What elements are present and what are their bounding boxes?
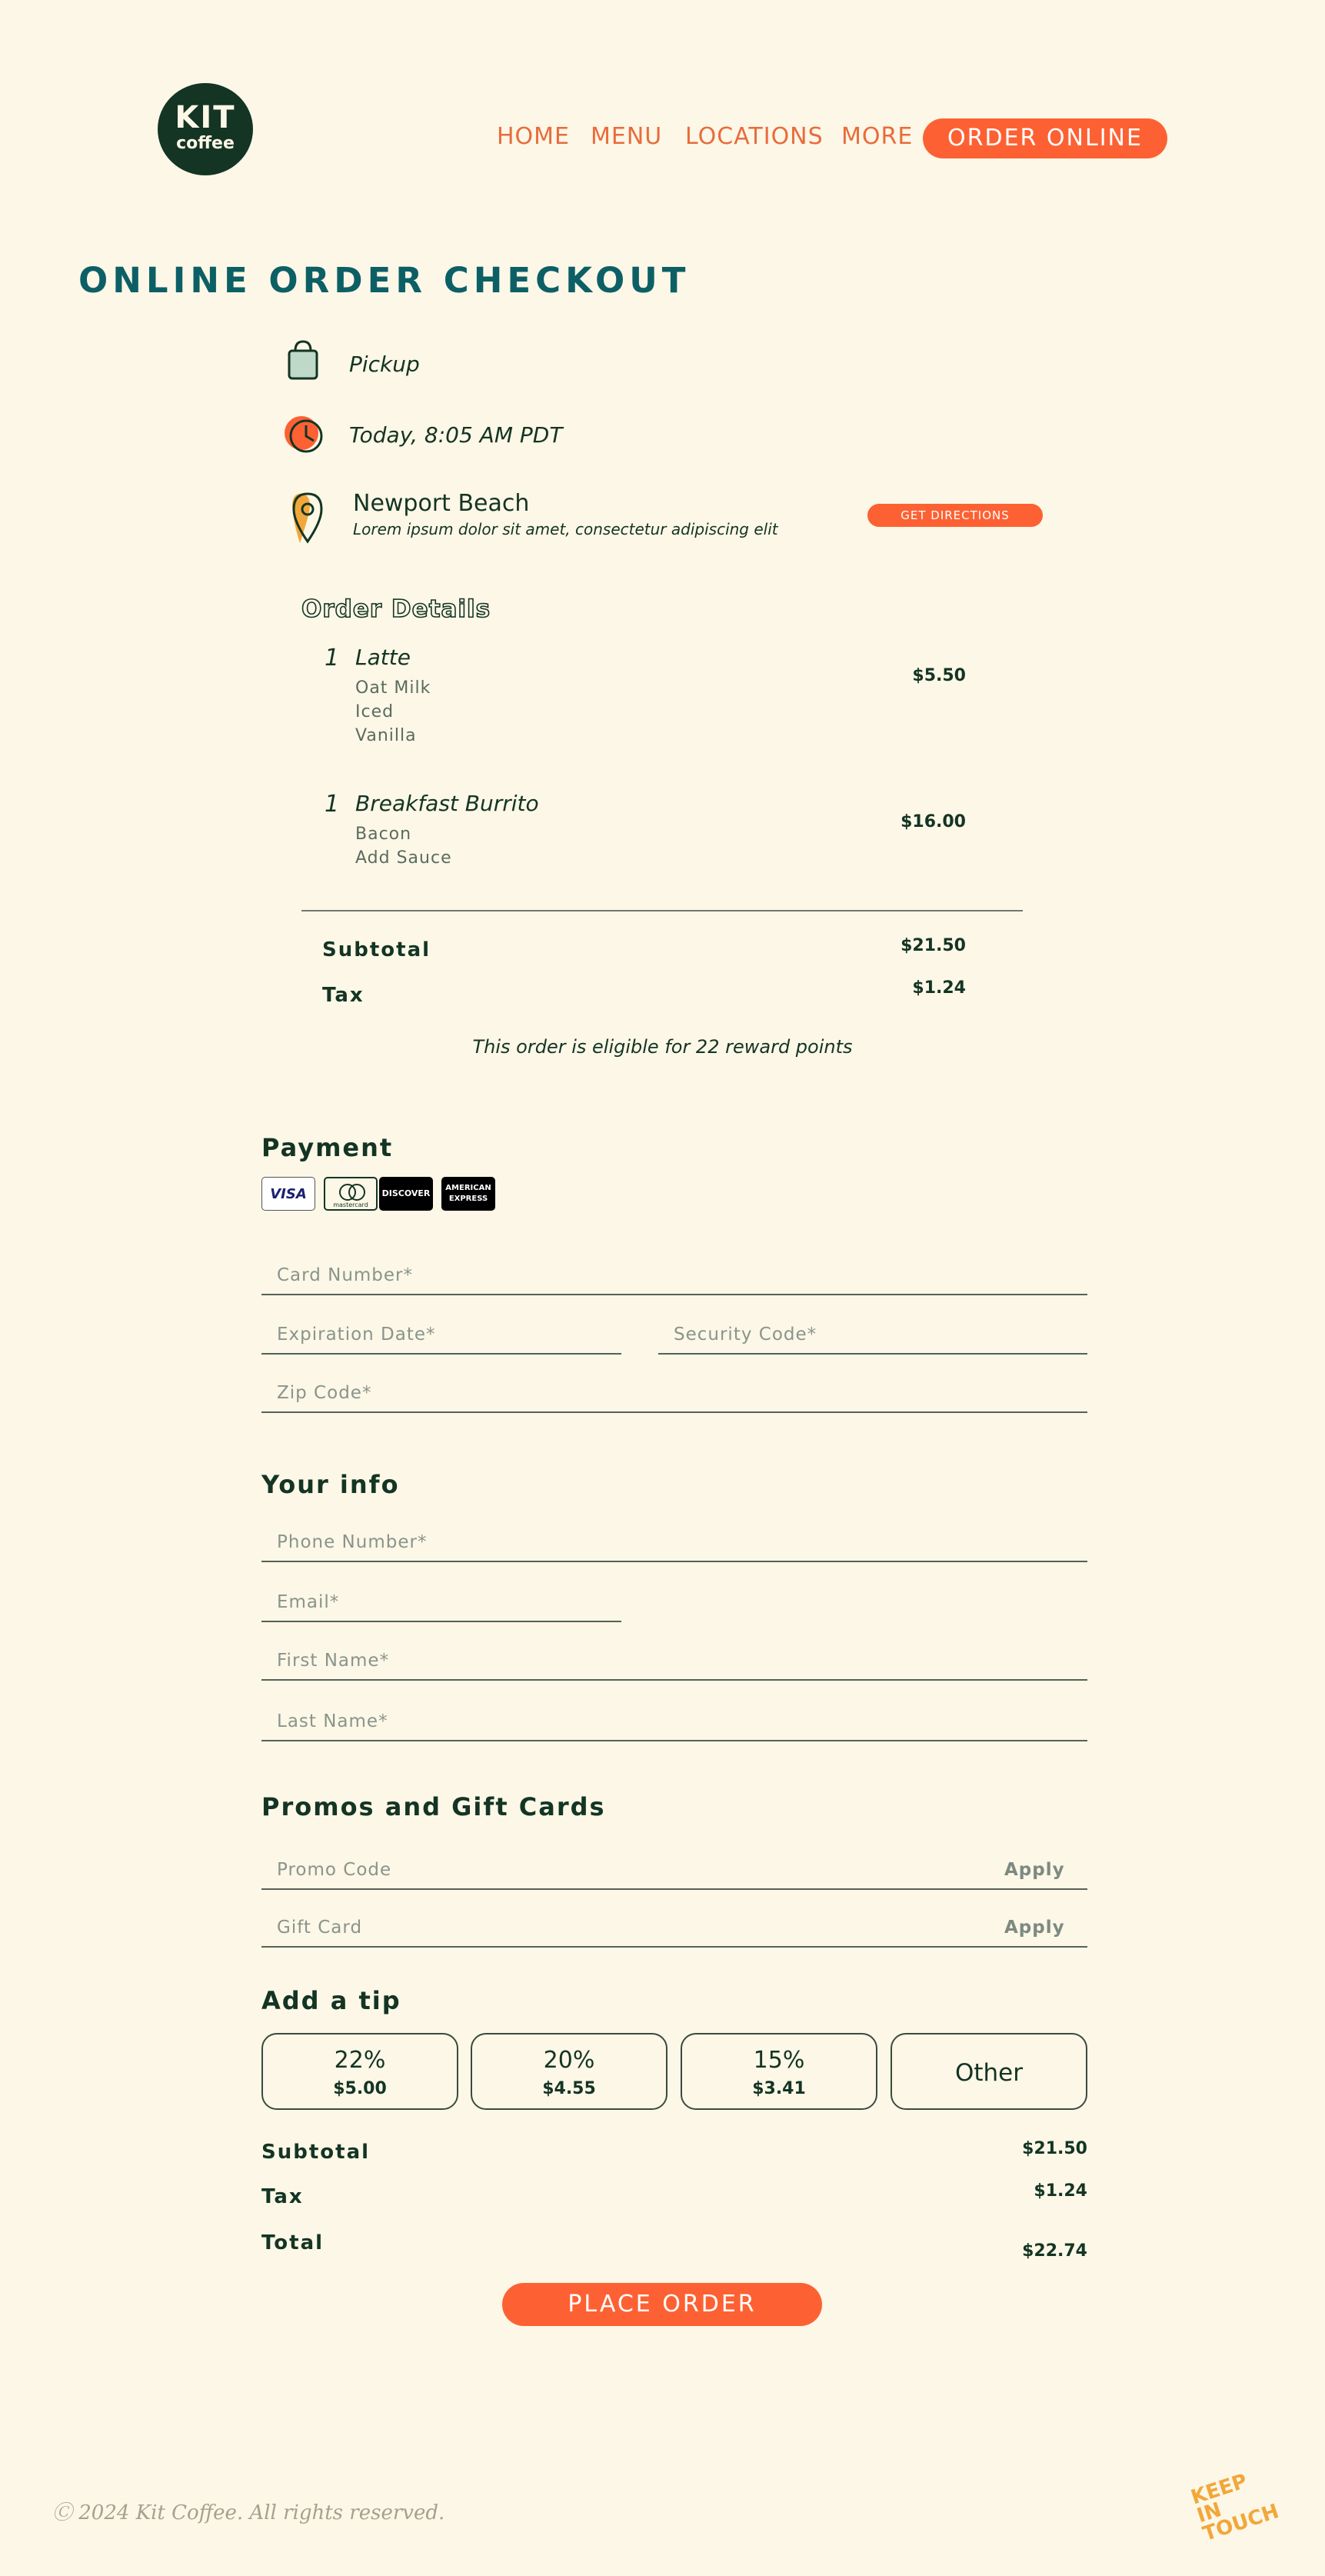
item-price: $5.50 <box>912 666 966 685</box>
total-value: $22.74 <box>1022 2241 1087 2261</box>
logo-line-2: coffee <box>176 134 235 153</box>
subtotal-value: $21.50 <box>901 936 966 955</box>
promo-code-input[interactable] <box>261 1851 1087 1890</box>
phone-number-input[interactable] <box>261 1524 1087 1562</box>
item-modifier: Bacon <box>355 825 412 844</box>
promos-heading: Promos and Gift Cards <box>261 1792 606 1821</box>
tip-amount: $4.55 <box>542 2079 596 2098</box>
email-input[interactable] <box>261 1584 621 1622</box>
apply-promo-button[interactable]: Apply <box>1004 1860 1065 1880</box>
nav-locations[interactable]: LOCATIONS <box>685 123 824 150</box>
first-name-input[interactable] <box>261 1642 1087 1681</box>
item-modifier: Add Sauce <box>355 848 452 868</box>
location-pin-icon <box>286 489 329 546</box>
discover-icon: DISCOVER <box>379 1177 433 1211</box>
card-number-input[interactable] <box>261 1257 1087 1295</box>
brand-logo[interactable] <box>158 83 253 175</box>
keep-in-touch-badge[interactable]: KEEP IN TOUCH <box>1188 2469 1282 2547</box>
nav-more[interactable]: MORE <box>841 123 914 150</box>
tip-percent: 20% <box>543 2047 595 2074</box>
tip-option-15[interactable] <box>681 2033 877 2110</box>
apply-gift-card-button[interactable]: Apply <box>1004 1918 1065 1938</box>
nav-menu[interactable]: MENU <box>591 123 663 150</box>
expiration-date-input[interactable] <box>261 1316 621 1355</box>
mastercard-icon <box>324 1177 378 1211</box>
amex-icon: AMERICAN EXPRESS <box>441 1177 495 1211</box>
tip-heading: Add a tip <box>261 1986 401 2015</box>
item-name: Latte <box>355 645 411 670</box>
tax-label: Tax <box>322 984 365 1007</box>
tip-option-20[interactable] <box>471 2033 667 2110</box>
location-name: Newport Beach <box>353 490 530 517</box>
tip-amount: $3.41 <box>752 2079 806 2098</box>
tip-option-other[interactable] <box>891 2033 1087 2110</box>
nav-home[interactable]: HOME <box>497 123 571 150</box>
tip-percent: 15% <box>753 2047 805 2074</box>
final-subtotal-label: Subtotal <box>261 2141 371 2164</box>
gift-card-input[interactable] <box>261 1909 1087 1948</box>
item-modifier: Iced <box>355 702 395 721</box>
page-title: ONLINE ORDER CHECKOUT <box>78 260 691 301</box>
item-name: Breakfast Burrito <box>355 791 539 816</box>
subtotal-label: Subtotal <box>322 938 431 961</box>
order-details-heading: Order Details <box>301 595 491 623</box>
item-price: $16.00 <box>901 812 966 831</box>
logo-line-1: KIT <box>175 100 236 135</box>
get-directions-button[interactable]: GET DIRECTIONS <box>867 504 1043 527</box>
final-tax-value: $1.24 <box>1034 2181 1087 2201</box>
item-quantity: 1 <box>325 645 340 671</box>
footer-copyright: Ⓒ 2024 Kit Coffee. All rights reserved. <box>52 2501 445 2524</box>
reward-note: This order is eligible for 22 reward points <box>472 1036 853 1058</box>
tip-percent: 22% <box>334 2047 386 2074</box>
item-quantity: 1 <box>325 791 340 818</box>
item-modifier: Oat Milk <box>355 678 431 698</box>
divider <box>301 910 1023 911</box>
pickup-method: Pickup <box>349 352 420 377</box>
payment-heading: Payment <box>261 1133 394 1162</box>
total-label: Total <box>261 2231 325 2254</box>
your-info-heading: Your info <box>261 1470 400 1499</box>
tip-amount: $5.00 <box>333 2079 387 2098</box>
shopping-bag-icon <box>285 338 321 382</box>
security-code-input[interactable] <box>658 1316 1087 1355</box>
visa-icon: VISA <box>261 1177 315 1211</box>
final-tax-label: Tax <box>261 2185 304 2208</box>
last-name-input[interactable] <box>261 1703 1087 1741</box>
zip-code-input[interactable] <box>261 1375 1087 1413</box>
final-subtotal-value: $21.50 <box>1022 2139 1087 2158</box>
tip-other-label: Other <box>954 2059 1024 2087</box>
location-address: Lorem ipsum dolor sit amet, consectetur adipiscing elit <box>353 520 778 538</box>
mastercard-label: mastercard <box>333 1201 368 1208</box>
order-online-button[interactable]: ORDER ONLINE <box>923 118 1167 158</box>
tax-value: $1.24 <box>912 978 966 998</box>
tip-option-22[interactable] <box>261 2033 458 2110</box>
item-modifier: Vanilla <box>355 726 417 745</box>
clock-icon <box>281 412 326 456</box>
pickup-time: Today, 8:05 AM PDT <box>349 422 563 448</box>
place-order-button[interactable]: PLACE ORDER <box>502 2283 822 2326</box>
